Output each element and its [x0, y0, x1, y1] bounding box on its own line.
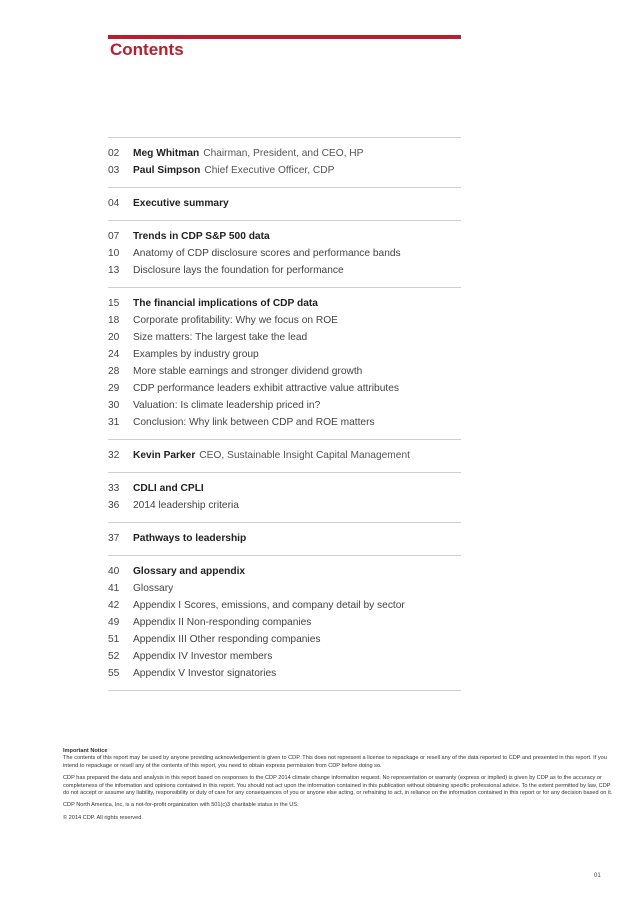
toc-entry[interactable]	[108, 380, 461, 397]
toc-page-number: 07	[108, 231, 120, 242]
toc-entry[interactable]	[108, 329, 461, 346]
toc-entry-title: Meg Whitman	[133, 148, 200, 159]
toc-page-number: 02	[108, 148, 120, 159]
toc-entry[interactable]	[108, 162, 461, 179]
toc-page-number: 55	[108, 668, 120, 679]
toc-page-number: 40	[108, 566, 120, 577]
toc-entry[interactable]	[108, 228, 461, 245]
toc-entry-title: Appendix IV Investor members	[133, 651, 273, 662]
toc-entry[interactable]	[108, 195, 461, 212]
toc-entry-title: Examples by industry group	[133, 349, 259, 360]
toc-entry-title: Pathways to leadership	[133, 533, 247, 544]
toc-page-number: 10	[108, 248, 120, 259]
notice-paragraph: The contents of this report may be used by anyone providing acknowledgement is given to CDP. This does not represent a license to repackage or resell any of the data reported to CDP and presented in this report. If you intend to repackage or resell any of the contents of this report, you need to obtain express permission from CDP before doing so.	[63, 755, 607, 769]
toc-entry[interactable]	[108, 245, 461, 262]
toc-entry[interactable]	[108, 447, 461, 464]
toc-entry-title: CDLI and CPLI	[133, 483, 204, 494]
toc-section	[108, 472, 461, 522]
toc-page-number: 42	[108, 600, 120, 611]
toc-entry[interactable]	[108, 631, 461, 648]
notice-heading: Important Notice	[63, 748, 108, 754]
toc-page-number: 37	[108, 533, 120, 544]
toc-page-number: 15	[108, 298, 120, 309]
page-title: Contents	[110, 40, 184, 59]
toc-entry[interactable]	[108, 497, 461, 514]
toc-page-number: 36	[108, 500, 120, 511]
notice-paragraph: © 2014 CDP. All rights reserved.	[63, 814, 143, 821]
toc-section	[108, 555, 461, 691]
important-notice	[63, 748, 613, 827]
toc-entry-title: Kevin Parker	[133, 450, 196, 461]
toc-entry[interactable]	[108, 563, 461, 580]
toc-entry[interactable]	[108, 295, 461, 312]
page-number: 01	[594, 873, 601, 879]
toc-page-number: 33	[108, 483, 120, 494]
toc-page-number: 51	[108, 634, 120, 645]
toc-entry[interactable]	[108, 480, 461, 497]
toc-entry-title: The financial implications of CDP data	[133, 298, 318, 309]
toc-entry-title: Conclusion: Why link between CDP and ROE matters	[133, 417, 375, 428]
toc-section	[108, 287, 461, 439]
toc-entry-subtitle: Chief Executive Officer, CDP	[204, 165, 335, 176]
toc-entry-title: More stable earnings and stronger dividend growth	[133, 366, 363, 377]
toc-entry[interactable]	[108, 145, 461, 162]
toc-page-number: 18	[108, 315, 120, 326]
toc-page-number: 24	[108, 349, 120, 360]
header-accent-bar	[108, 35, 461, 39]
toc-entry-title: Paul Simpson	[133, 165, 201, 176]
toc-page-number: 28	[108, 366, 120, 377]
toc-entry-title: Anatomy of CDP disclosure scores and performance bands	[133, 248, 401, 259]
toc-entry-title: Appendix V Investor signatories	[133, 668, 277, 679]
table-of-contents	[108, 137, 461, 691]
toc-page-number: 20	[108, 332, 120, 343]
toc-entry[interactable]	[108, 346, 461, 363]
toc-section	[108, 220, 461, 287]
toc-entry-title: Trends in CDP S&P 500 data	[133, 231, 270, 242]
toc-entry-title: Valuation: Is climate leadership priced in?	[133, 400, 321, 411]
toc-entry[interactable]	[108, 665, 461, 682]
toc-entry-title: Disclosure lays the foundation for performance	[133, 265, 344, 276]
toc-page-number: 41	[108, 583, 120, 594]
toc-entry-subtitle: Chairman, President, and CEO, HP	[203, 148, 364, 159]
toc-page-number: 31	[108, 417, 120, 428]
toc-entry-title: Executive summary	[133, 198, 229, 209]
toc-entry-title: Glossary	[133, 583, 174, 594]
toc-entry[interactable]	[108, 530, 461, 547]
toc-section	[108, 137, 461, 187]
toc-entry-title: Corporate profitability: Why we focus on ROE	[133, 315, 338, 326]
notice-paragraph: CDP North America, Inc, is a not-for-profit organization with 501(c)3 charitable status in the US.	[63, 802, 299, 809]
toc-page-number: 29	[108, 383, 120, 394]
toc-entry-subtitle: CEO, Sustainable Insight Capital Management	[199, 450, 410, 461]
toc-entry[interactable]	[108, 597, 461, 614]
toc-section	[108, 187, 461, 220]
toc-entry-title: Glossary and appendix	[133, 566, 246, 577]
toc-entry-title: Appendix III Other responding companies	[133, 634, 321, 645]
toc-entry[interactable]	[108, 614, 461, 631]
toc-entry-title: Appendix I Scores, emissions, and company detail by sector	[133, 600, 405, 611]
toc-page-number: 03	[108, 165, 120, 176]
toc-entry[interactable]	[108, 648, 461, 665]
toc-entry[interactable]	[108, 414, 461, 431]
toc-entry[interactable]	[108, 363, 461, 380]
toc-entry-title: Appendix II Non-responding companies	[133, 617, 312, 628]
toc-page-number: 04	[108, 198, 120, 209]
toc-entry[interactable]	[108, 580, 461, 597]
toc-page-number: 30	[108, 400, 120, 411]
toc-section	[108, 439, 461, 472]
toc-entry-title: CDP performance leaders exhibit attractive value attributes	[133, 383, 399, 394]
notice-paragraph: CDP has prepared the data and analysis in this report based on responses to the CDP 2014 climate change information request. No representation or warranty (express or implied) is given by CDP as to the accuracy or completeness of the information and opinions contained in this report. You should not act upon the information contained in this publication without obtaining specific professional advice. To the extent permitted by law, CDP do not accept or assume any liability, responsibility or duty of care for any consequences of you or anyone else acting, or refraining to act, in reliance on the information contained in this report or for any decision based on it.	[63, 775, 613, 797]
toc-page-number: 13	[108, 265, 120, 276]
toc-entry[interactable]	[108, 312, 461, 329]
toc-entry[interactable]	[108, 262, 461, 279]
toc-entry-title: Size matters: The largest take the lead	[133, 332, 308, 343]
toc-entry-title: 2014 leadership criteria	[133, 500, 239, 511]
toc-page-number: 52	[108, 651, 120, 662]
toc-page-number: 49	[108, 617, 120, 628]
toc-section	[108, 522, 461, 555]
toc-page-number: 32	[108, 450, 120, 461]
toc-entry[interactable]	[108, 397, 461, 414]
